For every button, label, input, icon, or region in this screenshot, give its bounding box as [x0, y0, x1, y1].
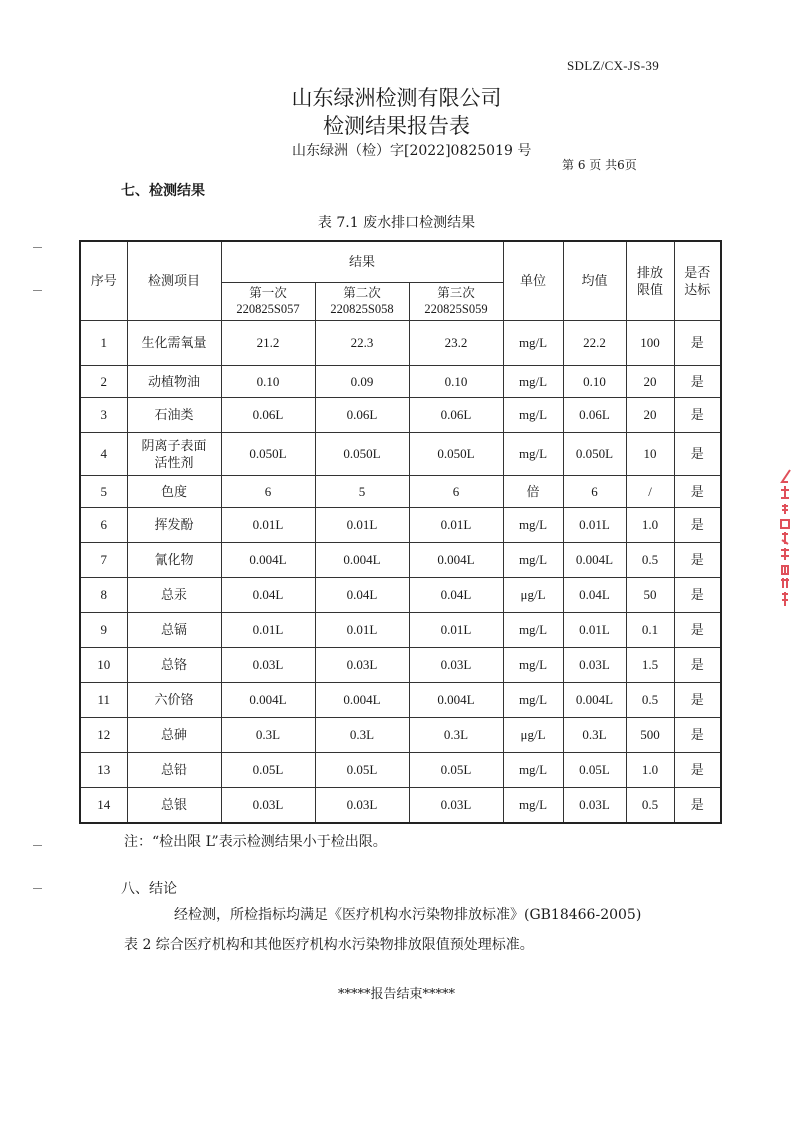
header-run-3: 第三次 220825S059	[409, 282, 503, 320]
cell-limit: 10	[626, 432, 674, 475]
cell-seq: 1	[80, 320, 127, 365]
cell-run-1: 0.05L	[221, 752, 315, 787]
cell-item: 动植物油	[127, 365, 221, 397]
cell-run-2: 22.3	[315, 320, 409, 365]
cell-unit: mg/L	[503, 612, 563, 647]
cell-compliant: 是	[674, 542, 721, 577]
table-note: 注：“检出限 L”表示检测结果小于检出限。	[124, 834, 387, 850]
cell-compliant: 是	[674, 507, 721, 542]
cell-unit: mg/L	[503, 542, 563, 577]
cell-item: 色度	[127, 475, 221, 507]
cell-unit: mg/L	[503, 397, 563, 432]
cell-compliant: 是	[674, 320, 721, 365]
cell-seq: 7	[80, 542, 127, 577]
cell-run-3: 6	[409, 475, 503, 507]
cell-mean: 22.2	[563, 320, 626, 365]
cell-limit: 0.1	[626, 612, 674, 647]
cell-seq: 3	[80, 397, 127, 432]
cell-run-3: 0.10	[409, 365, 503, 397]
header-seq: 序号	[80, 241, 127, 320]
cell-seq: 14	[80, 787, 127, 823]
cell-mean: 0.01L	[563, 507, 626, 542]
cell-run-3: 0.04L	[409, 577, 503, 612]
margin-mark	[33, 247, 42, 248]
cell-limit: 500	[626, 717, 674, 752]
cell-compliant: 是	[674, 365, 721, 397]
cell-compliant: 是	[674, 647, 721, 682]
cell-mean: 0.10	[563, 365, 626, 397]
cell-limit: 1.0	[626, 507, 674, 542]
header-compliant: 是否达标	[674, 241, 721, 320]
cell-run-1: 0.01L	[221, 612, 315, 647]
cell-seq: 4	[80, 432, 127, 475]
margin-mark	[33, 845, 42, 846]
margin-mark	[33, 888, 42, 889]
cell-run-1: 0.004L	[221, 542, 315, 577]
table-row	[80, 612, 721, 647]
cell-item: 总汞	[127, 577, 221, 612]
cell-limit: /	[626, 475, 674, 507]
page-info: 第 6 页 共6页	[562, 158, 637, 172]
section-8-title: 八、结论	[121, 881, 177, 897]
cell-compliant: 是	[674, 787, 721, 823]
cell-unit: mg/L	[503, 432, 563, 475]
cell-unit: mg/L	[503, 507, 563, 542]
header-unit: 单位	[503, 241, 563, 320]
cell-compliant: 是	[674, 682, 721, 717]
cell-run-1: 0.050L	[221, 432, 315, 475]
cell-run-2: 0.004L	[315, 682, 409, 717]
cell-run-2: 0.050L	[315, 432, 409, 475]
cell-mean: 0.004L	[563, 542, 626, 577]
cell-limit: 100	[626, 320, 674, 365]
cell-run-3: 0.004L	[409, 542, 503, 577]
cell-unit: mg/L	[503, 647, 563, 682]
cell-run-2: 0.004L	[315, 542, 409, 577]
cell-seq: 6	[80, 507, 127, 542]
cell-run-3: 23.2	[409, 320, 503, 365]
seal-stamp-edge	[776, 468, 793, 618]
cell-run-1: 0.10	[221, 365, 315, 397]
report-end: *****报告结束*****	[337, 987, 455, 1002]
cell-mean: 0.3L	[563, 717, 626, 752]
table-row	[80, 507, 721, 542]
header-item: 检测项目	[127, 241, 221, 320]
cell-limit: 50	[626, 577, 674, 612]
cell-mean: 6	[563, 475, 626, 507]
cell-compliant: 是	[674, 577, 721, 612]
cell-unit: mg/L	[503, 787, 563, 823]
table-caption: 表 7.1 废水排口检测结果	[317, 215, 476, 231]
cell-limit: 20	[626, 365, 674, 397]
cell-limit: 0.5	[626, 542, 674, 577]
cell-item: 氰化物	[127, 542, 221, 577]
cell-mean: 0.04L	[563, 577, 626, 612]
cell-run-2: 0.09	[315, 365, 409, 397]
cell-run-1: 0.004L	[221, 682, 315, 717]
report-title: 检测结果报告表	[323, 114, 470, 138]
cell-run-1: 0.03L	[221, 787, 315, 823]
cell-mean: 0.03L	[563, 647, 626, 682]
cell-seq: 12	[80, 717, 127, 752]
cell-item: 挥发酚	[127, 507, 221, 542]
cell-seq: 5	[80, 475, 127, 507]
cell-unit: μg/L	[503, 717, 563, 752]
cell-compliant: 是	[674, 475, 721, 507]
cell-run-1: 0.01L	[221, 507, 315, 542]
cell-run-2: 0.06L	[315, 397, 409, 432]
cell-item: 六价铬	[127, 682, 221, 717]
cell-limit: 0.5	[626, 787, 674, 823]
cell-unit: 倍	[503, 475, 563, 507]
table-row	[80, 682, 721, 717]
company-name: 山东绿洲检测有限公司	[291, 86, 502, 110]
cell-limit: 20	[626, 397, 674, 432]
cell-run-2: 0.04L	[315, 577, 409, 612]
header-run-2: 第二次 220825S058	[315, 282, 409, 320]
table-row	[80, 475, 721, 507]
cell-run-2: 5	[315, 475, 409, 507]
cell-item: 阴离子表面活性剂	[127, 432, 221, 475]
table-row	[80, 717, 721, 752]
cell-run-2: 0.01L	[315, 507, 409, 542]
header-limit: 排放限值	[626, 241, 674, 320]
table-row	[80, 752, 721, 787]
cell-seq: 11	[80, 682, 127, 717]
results-table-wrapper	[79, 240, 720, 824]
cell-item: 总砷	[127, 717, 221, 752]
margin-mark	[33, 290, 42, 291]
cell-item: 石油类	[127, 397, 221, 432]
table-row	[80, 577, 721, 612]
cell-unit: mg/L	[503, 752, 563, 787]
cell-limit: 1.0	[626, 752, 674, 787]
cell-mean: 0.004L	[563, 682, 626, 717]
section-7-title: 七、检测结果	[121, 183, 205, 199]
cell-run-3: 0.01L	[409, 507, 503, 542]
table-row	[80, 320, 721, 365]
table-row	[80, 432, 721, 475]
cell-compliant: 是	[674, 432, 721, 475]
cell-run-2: 0.03L	[315, 647, 409, 682]
cell-seq: 10	[80, 647, 127, 682]
cell-run-1: 0.03L	[221, 647, 315, 682]
cell-limit: 1.5	[626, 647, 674, 682]
results-table	[79, 240, 722, 824]
cell-unit: mg/L	[503, 365, 563, 397]
cell-unit: μg/L	[503, 577, 563, 612]
cell-item: 总铅	[127, 752, 221, 787]
cell-compliant: 是	[674, 397, 721, 432]
table-row	[80, 365, 721, 397]
conclusion-line-1: 经检测，所检指标均满足《医疗机构水污染物排放标准》(GB18466-2005)	[174, 907, 642, 923]
cell-compliant: 是	[674, 752, 721, 787]
cell-seq: 2	[80, 365, 127, 397]
table-row	[80, 397, 721, 432]
cell-mean: 0.050L	[563, 432, 626, 475]
cell-run-2: 0.3L	[315, 717, 409, 752]
header-run-1: 第一次 220825S057	[221, 282, 315, 320]
header-mean: 均值	[563, 241, 626, 320]
cell-run-1: 6	[221, 475, 315, 507]
cell-seq: 9	[80, 612, 127, 647]
cell-run-1: 0.3L	[221, 717, 315, 752]
cell-mean: 0.05L	[563, 752, 626, 787]
cell-run-2: 0.03L	[315, 787, 409, 823]
cell-run-3: 0.050L	[409, 432, 503, 475]
cell-seq: 13	[80, 752, 127, 787]
cell-item: 总镉	[127, 612, 221, 647]
cell-run-3: 0.01L	[409, 612, 503, 647]
cell-unit: mg/L	[503, 682, 563, 717]
header-result: 结果	[221, 241, 503, 282]
cell-mean: 0.06L	[563, 397, 626, 432]
report-number: 山东绿洲（检）字[2022]0825019 号	[292, 143, 532, 159]
cell-seq: 8	[80, 577, 127, 612]
cell-compliant: 是	[674, 612, 721, 647]
cell-run-1: 21.2	[221, 320, 315, 365]
cell-run-1: 0.06L	[221, 397, 315, 432]
cell-run-3: 0.06L	[409, 397, 503, 432]
conclusion-line-2: 表 2 综合医疗机构和其他医疗机构水污染物排放限值预处理标准。	[124, 937, 534, 953]
cell-run-3: 0.03L	[409, 787, 503, 823]
cell-mean: 0.01L	[563, 612, 626, 647]
cell-run-3: 0.05L	[409, 752, 503, 787]
table-row	[80, 542, 721, 577]
cell-run-3: 0.03L	[409, 647, 503, 682]
cell-unit: mg/L	[503, 320, 563, 365]
cell-limit: 0.5	[626, 682, 674, 717]
cell-compliant: 是	[674, 717, 721, 752]
cell-run-2: 0.01L	[315, 612, 409, 647]
table-row	[80, 787, 721, 823]
cell-run-3: 0.004L	[409, 682, 503, 717]
cell-run-3: 0.3L	[409, 717, 503, 752]
cell-mean: 0.03L	[563, 787, 626, 823]
table-row	[80, 647, 721, 682]
cell-item: 总银	[127, 787, 221, 823]
document-code: SDLZ/CX-JS-39	[567, 58, 660, 73]
cell-run-2: 0.05L	[315, 752, 409, 787]
cell-item: 生化需氧量	[127, 320, 221, 365]
cell-item: 总铬	[127, 647, 221, 682]
cell-run-1: 0.04L	[221, 577, 315, 612]
